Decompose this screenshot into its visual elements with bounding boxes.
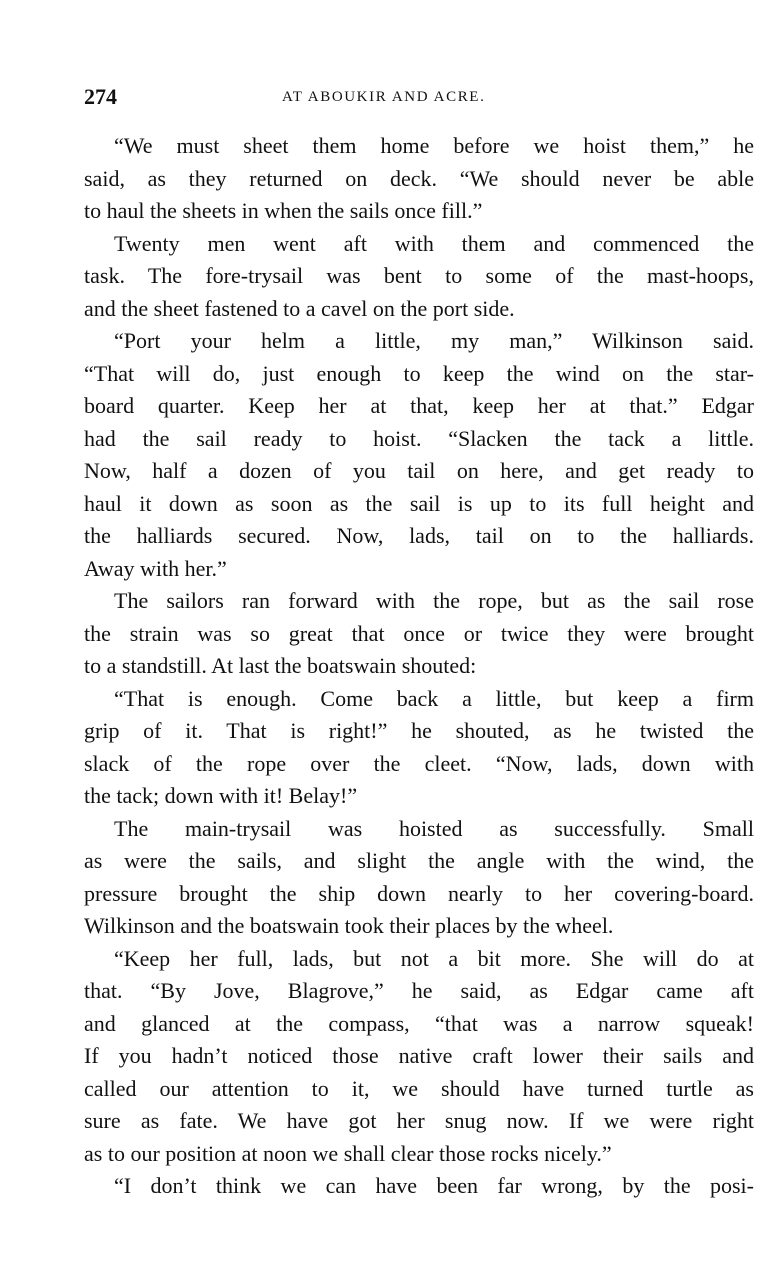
text-line: slack of the rope over the cleet. “Now, lads, down with <box>84 750 754 776</box>
text-line: had the sail ready to hoist. “Slacken the tack a little. <box>84 425 754 451</box>
text-line: “That will do, just enough to keep the wind on the star- <box>84 360 754 386</box>
text-line: “Port your helm a little, my man,” Wilkinson said. <box>114 328 754 353</box>
text-line: “We must sheet them home before we hoist them,” he <box>114 133 754 158</box>
text-line: as to our position at noon we shall clear those rocks nicely.” <box>84 1140 612 1166</box>
text-line: that. “By Jove, Blagrove,” he said, as Edgar came aft <box>84 978 754 1003</box>
text-line: called our attention to it, we should have turned turtle as <box>84 1075 754 1101</box>
text-line: board quarter. Keep her at that, keep her at that.” Edgar <box>84 393 754 418</box>
text-line: sure as fate. We have got her snug now. If we were right <box>84 1108 754 1133</box>
text-line: and the sheet fastened to a cavel on the port side. <box>84 295 515 321</box>
page-number: 274 <box>84 84 117 109</box>
text-line: the tack; down with it! Belay!” <box>84 783 358 808</box>
text-line: “I don’t think we can have been far wrong, by the posi- <box>114 1173 754 1198</box>
text-line: If you hadn’t noticed those native craft lower their sails and <box>84 1043 754 1068</box>
text-line: said, as they returned on deck. “We should never be able <box>84 165 754 191</box>
text-line: “That is enough. Come back a little, but keep a firm <box>114 685 754 711</box>
text-line: to a standstill. At last the boatswain shouted: <box>84 653 477 678</box>
text-line: and glanced at the compass, “that was a narrow squeak! <box>84 1010 754 1036</box>
text-line: Away with her.” <box>84 555 227 581</box>
text-line: to haul the sheets in when the sails once fill.” <box>84 198 483 223</box>
text-line: Twenty men went aft with them and commenced the <box>114 230 754 256</box>
running-head <box>84 84 754 118</box>
text-line: “Keep her full, lads, but not a bit more. She will do at <box>114 945 754 971</box>
text-line: haul it down as soon as the sail is up to its full height and <box>84 490 754 516</box>
text-line: grip of it. That is right!” he shouted, as he twisted the <box>84 718 754 743</box>
text-line: as were the sails, and slight the angle with the wind, the <box>84 848 754 873</box>
text-line: Now, half a dozen of you tail on here, and get ready to <box>84 458 754 483</box>
running-title: AT ABOUKIR AND ACRE. <box>282 89 486 105</box>
text-line: The sailors ran forward with the rope, but as the sail rose <box>114 588 754 613</box>
text-line: the strain was so great that once or twice they were brought <box>84 620 754 646</box>
text-line: Wilkinson and the boatswain took their places by the wheel. <box>84 913 614 938</box>
text-line: pressure brought the ship down nearly to her covering-board. <box>84 880 754 906</box>
body-text <box>84 130 754 1203</box>
text-line: The main-trysail was hoisted as successfully. Small <box>114 815 754 841</box>
text-line: the halliards secured. Now, lads, tail on to the halliards. <box>84 523 754 548</box>
text-line: task. The fore-trysail was bent to some of the mast-hoops, <box>84 263 754 288</box>
